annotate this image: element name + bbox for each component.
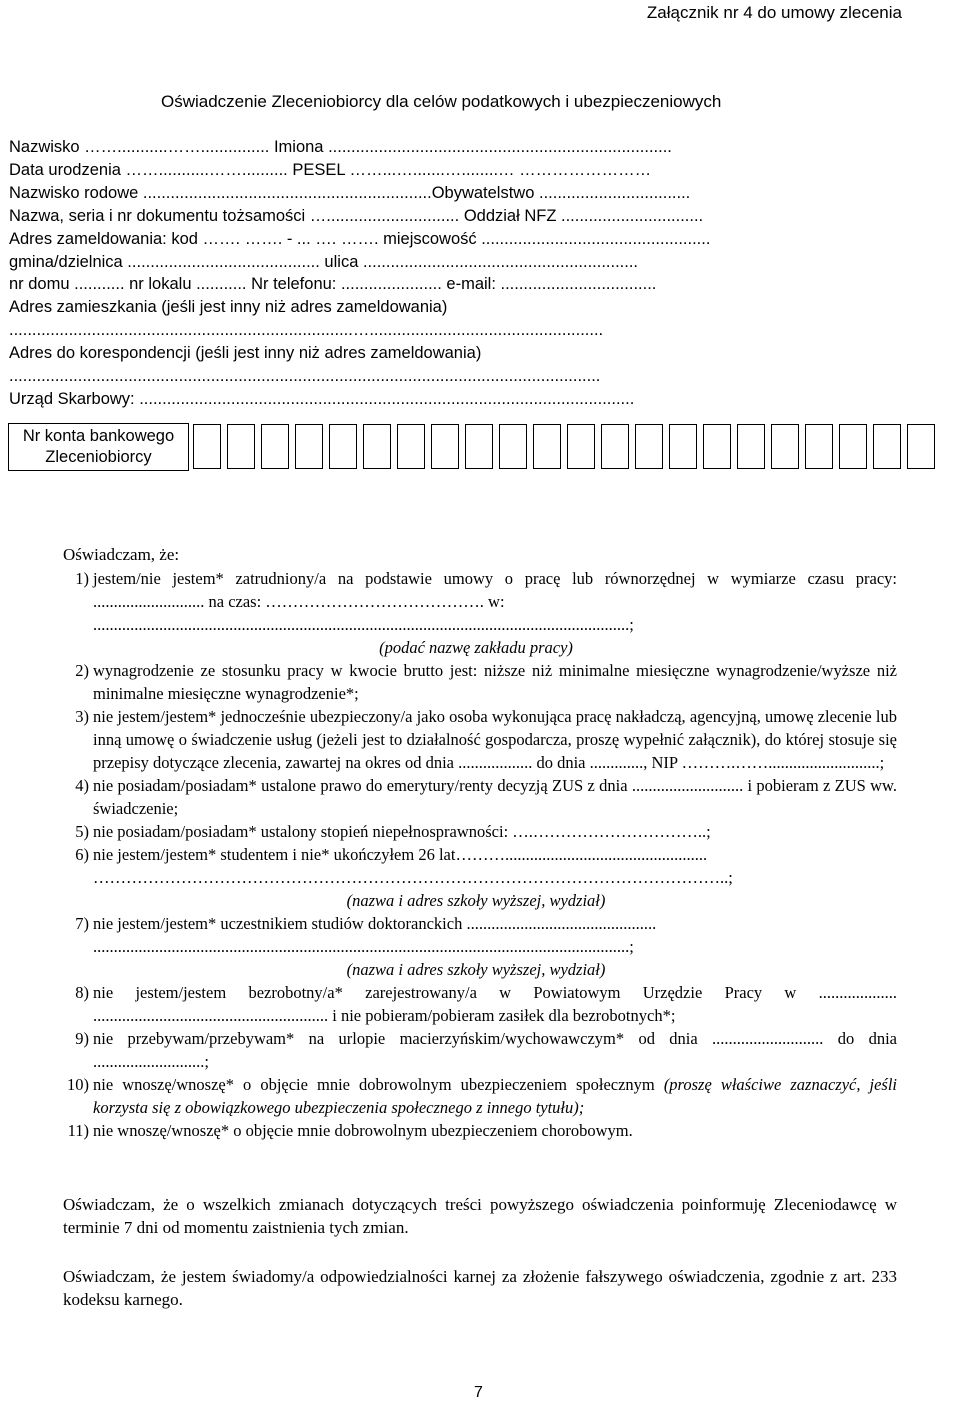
item-text (89, 1073, 897, 1119)
item-number: 9) (75, 1029, 89, 1048)
declaration-item (55, 1027, 897, 1073)
bank-digit-cell[interactable] (737, 424, 765, 469)
page-number: 7 (474, 1384, 483, 1401)
bank-digit-cell[interactable] (635, 424, 663, 469)
bank-digit-cell[interactable] (499, 424, 527, 469)
form-field-line[interactable]: Adres do korespondencji (jeśli jest inny niż adres zameldowania) (9, 344, 482, 363)
item-field-hint: (nazwa i adres szkoły wyższej, wydział) (346, 891, 606, 910)
item-number: 2) (75, 661, 89, 680)
item-number: 6) (75, 845, 89, 864)
item-text (89, 843, 897, 866)
item-text (89, 1027, 897, 1073)
bank-label-line2: Zleceniobiorcy (45, 448, 152, 466)
bank-account-cells (193, 424, 941, 469)
bank-digit-cell[interactable] (601, 424, 629, 469)
liability-paragraph: Oświadczam, że jestem świadomy/a odpowiedzialności karnej za złożenie fałszywego oświadczenia, zgodnie z art. 233 kodeksu karnego. (63, 1267, 897, 1309)
form-field-line[interactable]: ................................................................................................................................. (9, 367, 601, 385)
form-field-line[interactable]: Adres zamieszkania (jeśli jest inny niż adres zameldowania) (9, 298, 448, 317)
bank-digit-cell[interactable] (533, 424, 561, 469)
item-main-text: nie jestem/jestem* uczestnikiem studiów doktoranckich .............................................. (93, 914, 657, 933)
form-field-line[interactable]: Nazwisko ……...........……............... Imiona ........................................................................... (9, 138, 672, 156)
item-text (89, 981, 897, 1027)
bank-digit-cell[interactable] (465, 424, 493, 469)
change-notice-paragraph: Oświadczam, że o wszelkich zmianach dotyczących treści powyższego oświadczenia poinformuję Zleceniodawcę w terminie 7 dni od momentu zaistnienia tych zmian. (63, 1195, 897, 1237)
item-text (89, 820, 897, 843)
item-number: 10) (67, 1075, 89, 1094)
bank-digit-cell[interactable] (771, 424, 799, 469)
form-field-line[interactable]: Data urodzenia ……...........…….......... PESEL ……...….......…........… …………………… (9, 160, 652, 179)
bank-digit-cell[interactable] (397, 424, 425, 469)
bank-digit-cell[interactable] (907, 424, 935, 469)
form-field-line[interactable]: nr domu ........... nr lokalu ........... Nr telefonu: ...................... e-mail: .................................. (9, 275, 657, 294)
item-main-text: wynagrodzenie ze stosunku pracy w kwocie brutto jest: niższe niż minimalne miesięczne wynagrodzenie/wyższe niż minimalne miesięczne wynagrodzenie*; (93, 661, 897, 703)
form-field-line[interactable]: Adres zameldowania: kod ……. ……. - ... …. ……. miejscowość .................................................. (9, 229, 711, 248)
bank-digit-cell[interactable] (703, 424, 731, 469)
item-text (89, 912, 897, 935)
bank-digit-cell[interactable] (329, 424, 357, 469)
item-text (89, 1119, 897, 1142)
item-main-text: nie jestem/jestem bezrobotny/a* zarejestrowany/a w Powiatowym Urzędzie Pracy w ................... ......................................................... i nie pobieram/pobieram zasiłek dla bezrobotnych*; (93, 983, 897, 1025)
item-main-text: nie przebywam/przebywam* na urlopie macierzyńskim/wychowawczym* od dnia ........................... do dnia ...........................; (93, 1029, 897, 1071)
declaration-item (55, 981, 897, 1027)
declaration-item (55, 774, 897, 820)
form-field-line[interactable]: ...........................................................................…................................................... (9, 321, 604, 340)
item-main-text: nie posiadam/posiadam* ustalony stopień niepełnosprawności: ….…………………………..; (93, 822, 711, 841)
item-text (89, 774, 897, 820)
item-main-text: nie posiadam/posiadam* ustalone prawo do emerytury/renty decyzją ZUS z dnia ........................... i pobieram z ZUS ww. świadczenie; (93, 776, 897, 818)
bank-digit-cell[interactable] (669, 424, 697, 469)
item-field-hint: (nazwa i adres szkoły wyższej, wydział) (346, 960, 606, 979)
form-field-line[interactable]: Urząd Skarbowy: ............................................................................................................ (9, 389, 635, 408)
bank-digit-cell[interactable] (805, 424, 833, 469)
item-text (89, 659, 897, 705)
item-field-hint: (podać nazwę zakładu pracy) (379, 638, 573, 657)
item-number: 4) (75, 776, 89, 795)
declaration-item (55, 843, 897, 866)
item-number: 8) (75, 983, 89, 1002)
declaration-item (55, 1119, 897, 1142)
item-number: 3) (75, 707, 89, 726)
declaration-item (55, 659, 897, 705)
form-field-line[interactable]: Nazwisko rodowe ...............................................................Obywatelstwo ................................. (9, 183, 691, 202)
bank-digit-cell[interactable] (431, 424, 459, 469)
item-text (89, 705, 897, 774)
bank-digit-cell[interactable] (567, 424, 595, 469)
bank-digit-cell[interactable] (873, 424, 901, 469)
item-italic-note: (proszę właściwe zaznaczyć, jeśli korzysta się z obowiązkowego ubezpieczenia społecznego z innego tytułu); (93, 1075, 898, 1117)
item-main-text: nie jestem/jestem* jednocześnie ubezpieczony/a jako osoba wykonująca pracę nakładczą, agencyjną, umowę zlecenie lub inną umowę o świadczenie usług (jeżeli jest to działalność gospodarcza, proszę wypełnić załącznik), do której stosuje się przepisy dotyczące zlecenia, zawartej na okres od dnia .................. do dnia ............., NIP ……….……...........................; (93, 707, 897, 772)
item-fill-line[interactable]: ……………………………………………………………………………………………………..; (93, 868, 733, 887)
item-text (89, 567, 897, 613)
item-number: 5) (75, 822, 89, 841)
declaration-intro: Oświadczam, że: (63, 545, 180, 564)
item-main-text: nie wnoszę/wnoszę* o objęcie mnie dobrowolnym ubezpieczeniem chorobowym. (93, 1121, 633, 1140)
item-number: 7) (75, 914, 89, 933)
item-main-text: jestem/nie jestem* zatrudniony/a na podstawie umowy o pracę lub równorzędnej w wymiarze czasu pracy: ........................... na czas: …………………………………. w: (93, 569, 897, 611)
declaration-item (55, 567, 897, 613)
declaration-item (55, 820, 897, 843)
bank-digit-cell[interactable] (295, 424, 323, 469)
item-number: 11) (67, 1121, 89, 1140)
annex-header: Załącznik nr 4 do umowy zlecenia (646, 3, 902, 22)
declaration-list (55, 567, 897, 1142)
bank-digit-cell[interactable] (227, 424, 255, 469)
item-fill-line[interactable]: ..................................................................................................................................; (93, 937, 634, 956)
form-title: Oświadczenie Zleceniobiorcy dla celów podatkowych i ubezpieczeniowych (161, 92, 722, 111)
form-field-line[interactable]: Nazwa, seria i nr dokumentu tożsamości …............................. Oddział NFZ ............................... (9, 206, 704, 225)
bank-digit-cell[interactable] (839, 424, 867, 469)
bank-digit-cell[interactable] (363, 424, 391, 469)
declaration-item (55, 912, 897, 935)
item-number: 1) (75, 569, 89, 588)
declaration-item (55, 1073, 897, 1119)
bank-label-line1: Nr konta bankowego (22, 427, 175, 445)
item-main-text: nie jestem/jestem* studentem i nie* ukończyłem 26 lat………................................................. (93, 845, 708, 864)
form-field-line[interactable]: gmina/dzielnica .......................................... ulica ............................................................ (9, 252, 639, 271)
bank-digit-cell[interactable] (193, 424, 221, 469)
bank-digit-cell[interactable] (261, 424, 289, 469)
item-main-text: nie wnoszę/wnoszę* o objęcie mnie dobrowolnym ubezpieczeniem społecznym (93, 1075, 655, 1094)
item-fill-line[interactable]: ..................................................................................................................................; (93, 615, 634, 634)
declaration-item (55, 705, 897, 774)
bank-account-label (8, 423, 189, 471)
